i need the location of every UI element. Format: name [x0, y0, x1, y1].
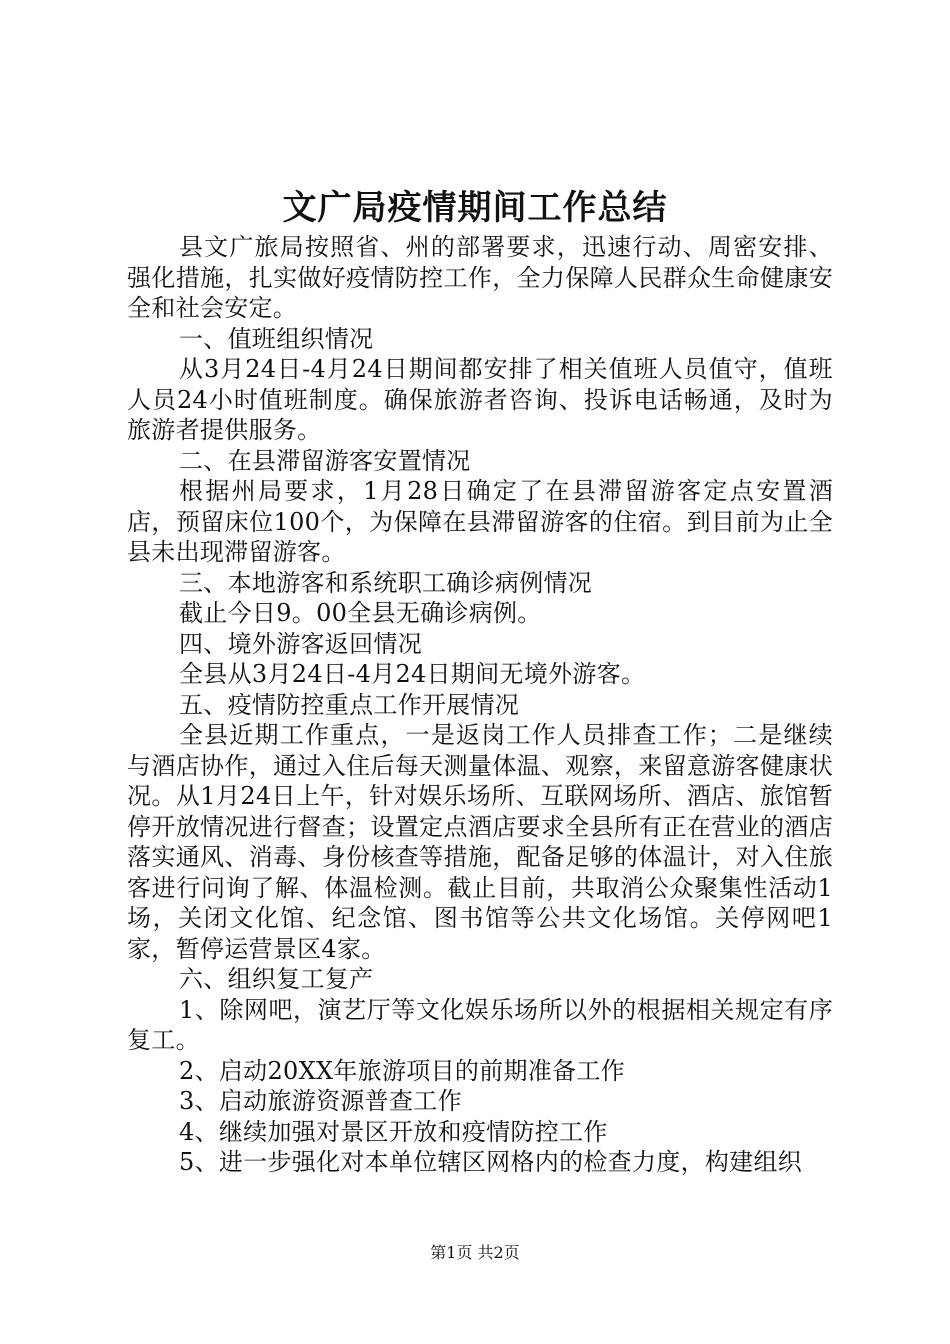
list-item-4: 4、继续加强对景区开放和疫情防控工作	[179, 1117, 608, 1146]
list-item-1: 1、除网吧，演艺厅等文化娱乐场所以外的根据相关规定有序复工。	[127, 995, 833, 1054]
paragraph-section-2: 根据州局要求，1月28日确定了在县滞留游客定点安置酒店，预留床位100个，为保障在县滞留游客的住宿。到目前为止全县未出现滞留游客。	[127, 477, 833, 566]
paragraph-section-1: 从3月24日-4月24日期间都安排了相关值班人员值守，值班人员24小时值班制度。确保旅游者咨询、投诉电话畅通，及时为旅游者提供服务。	[127, 355, 833, 444]
section-heading-2: 二、在县滞留游客安置情况	[179, 446, 471, 475]
paragraph-section-5: 全县近期工作重点，一是返岗工作人员排查工作；二是继续与酒店协作，通过入住后每天测量体温、观察，来留意游客健康状况。从1月24日上午，针对娱乐场所、互联网场所、酒店、旅馆暂停开放情况进行督查；设置定点酒店要求全县所有正在营业的酒店落实通风、消毒、身份核查等措施，配备足够的体温计，对入住旅客进行问询了解、体温检测。截止目前，共取消公众聚集性活动1场，关闭文化馆、纪念馆、图书馆等公共文化场馆。关停网吧1家，暂停运营景区4家。	[127, 721, 833, 963]
list-item-3: 3、启动旅游资源普查工作	[179, 1087, 462, 1115]
page-footer: 第1页 共2页	[430, 1243, 520, 1262]
paragraph-intro: 县文广旅局按照省、州的部署要求，迅速行动、周密安排、强化措施，扎实做好疫情防控工作，全力保障人民群众生命健康安全和社会安定。	[127, 233, 833, 322]
document-body	[127, 232, 833, 1178]
section-heading-3: 三、本地游客和系统职工确诊病例情况	[179, 568, 593, 597]
list-item-5: 5、进一步强化对本单位辖区网格内的检查力度，构建组织	[179, 1148, 803, 1176]
section-heading-1: 一、值班组织情况	[179, 324, 374, 353]
paragraph-section-4: 全县从3月24日-4月24日期间无境外游客。	[179, 660, 646, 688]
list-item-2: 2、启动20XX年旅游项目的前期准备工作	[179, 1056, 625, 1085]
paragraph-section-3: 截止今日9。00全县无确诊病例。	[179, 599, 542, 627]
section-heading-4: 四、境外游客返回情况	[179, 629, 422, 658]
document-title: 文广局疫情期间工作总结	[282, 188, 668, 228]
section-heading-5: 五、疫情防控重点工作开展情况	[179, 690, 520, 719]
section-heading-6: 六、组织复工复产	[179, 965, 374, 993]
